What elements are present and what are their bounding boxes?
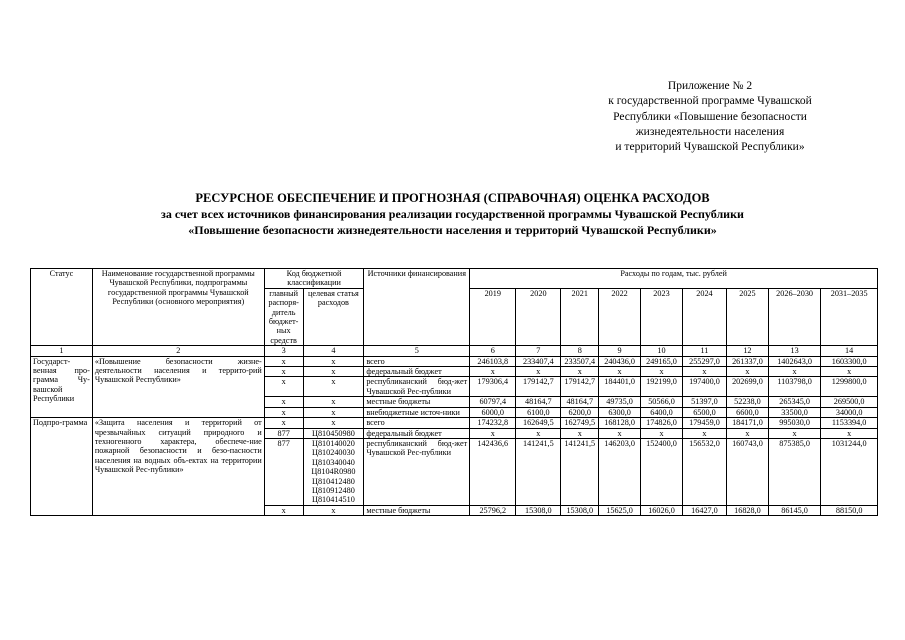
value-cell: x (470, 367, 516, 377)
value-cell: x (768, 367, 820, 377)
value-cell: x (516, 367, 561, 377)
grbs-cell: x (264, 377, 303, 397)
target-cell: x (303, 505, 364, 515)
header-year: 2031–2035 (821, 288, 878, 345)
value-cell: 184171,0 (726, 418, 768, 428)
value-cell: x (821, 428, 878, 438)
value-cell: 162649,5 (516, 418, 561, 428)
source-cell: всего (364, 418, 470, 428)
value-cell: 15308,0 (516, 505, 561, 515)
value-cell: 202699,0 (726, 377, 768, 397)
value-cell: 995030,0 (768, 418, 820, 428)
document-heading (0, 190, 905, 238)
value-cell: 156532,0 (682, 438, 726, 505)
value-cell: 1153394,0 (821, 418, 878, 428)
header-expenses: Расходы по годам, тыс. рублей (470, 269, 878, 289)
value-cell: 6400,0 (641, 407, 683, 417)
value-cell: 192199,0 (641, 377, 683, 397)
column-index: 2 (92, 346, 264, 356)
value-cell: 184401,0 (599, 377, 641, 397)
column-index: 12 (726, 346, 768, 356)
header-year: 2025 (726, 288, 768, 345)
target-cell: x (303, 397, 364, 407)
value-cell: x (641, 428, 683, 438)
value-cell: 6300,0 (599, 407, 641, 417)
grbs-cell: x (264, 418, 303, 428)
source-cell: федеральный бюджет (364, 428, 470, 438)
grbs-cell: x (264, 367, 303, 377)
value-cell: 34000,0 (821, 407, 878, 417)
value-cell: x (726, 428, 768, 438)
value-cell: x (561, 428, 599, 438)
value-cell: 179142,7 (516, 377, 561, 397)
value-cell: 141241,5 (561, 438, 599, 505)
value-cell: x (599, 428, 641, 438)
appendix-line: к государственной программе Чувашской (608, 95, 812, 108)
value-cell: x (599, 367, 641, 377)
value-cell: 265345,0 (768, 397, 820, 407)
source-cell: местные бюджеты (364, 505, 470, 515)
value-cell: 197400,0 (682, 377, 726, 397)
header-year: 2026–2030 (768, 288, 820, 345)
column-index: 13 (768, 346, 820, 356)
grbs-cell: x (264, 356, 303, 366)
status-cell: Государст-венная про-грамма Чу-вашской Республики (31, 356, 93, 417)
value-cell: 179306,4 (470, 377, 516, 397)
value-cell: 52238,0 (726, 397, 768, 407)
source-cell: внебюджетные источ-ники (364, 407, 470, 417)
column-index: 10 (641, 346, 683, 356)
header-target: целевая статья расходов (303, 288, 364, 345)
grbs-cell: x (264, 407, 303, 417)
value-cell: 33500,0 (768, 407, 820, 417)
appendix-line: жизнедеятельности населения (635, 125, 785, 138)
value-cell: 1103798,0 (768, 377, 820, 397)
value-cell: 162749,5 (561, 418, 599, 428)
value-cell: 179459,0 (682, 418, 726, 428)
appendix-line: Республики «Повышение безопасности (613, 110, 807, 123)
header-status: Статус (31, 269, 93, 346)
column-index: 14 (821, 346, 878, 356)
target-cell: x (303, 367, 364, 377)
resource-table (30, 268, 878, 516)
appendix-line: и территорий Чувашской Республики» (615, 141, 805, 154)
column-index: 11 (682, 346, 726, 356)
value-cell: 142436,6 (470, 438, 516, 505)
value-cell: 6000,0 (470, 407, 516, 417)
value-cell: 233507,4 (561, 356, 599, 366)
value-cell: 48164,7 (516, 397, 561, 407)
value-cell: 88150,0 (821, 505, 878, 515)
document-subtitle: за счет всех источников финансирования реализации государственной программы Чувашской Республики (161, 207, 744, 221)
grbs-cell: x (264, 397, 303, 407)
value-cell: 6600,0 (726, 407, 768, 417)
value-cell: 16427,0 (682, 505, 726, 515)
column-index: 7 (516, 346, 561, 356)
value-cell: 51397,0 (682, 397, 726, 407)
target-cell: x (303, 407, 364, 417)
grbs-cell: 877 (264, 438, 303, 505)
table-row (31, 356, 878, 366)
value-cell: 15308,0 (561, 505, 599, 515)
value-cell: 246103,8 (470, 356, 516, 366)
appendix-line: Приложение № 2 (667, 80, 753, 92)
value-cell: 255297,0 (682, 356, 726, 366)
value-cell: 261337,0 (726, 356, 768, 366)
grbs-cell: 877 (264, 428, 303, 438)
header-row (31, 269, 878, 289)
header-year: 2022 (599, 288, 641, 345)
header-year: 2024 (682, 288, 726, 345)
header-name: Наименование государственной программы Чувашской Республики, подпрограммы государственной программы Чувашской Республики (основного мероприятия) (92, 269, 264, 346)
value-cell: x (682, 367, 726, 377)
value-cell: 141241,5 (516, 438, 561, 505)
column-index-row (31, 346, 878, 356)
header-year: 2023 (641, 288, 683, 345)
column-index: 3 (264, 346, 303, 356)
value-cell: x (682, 428, 726, 438)
value-cell: 16828,0 (726, 505, 768, 515)
value-cell: 6500,0 (682, 407, 726, 417)
value-cell: 168128,0 (599, 418, 641, 428)
value-cell: 6100,0 (516, 407, 561, 417)
header-year: 2020 (516, 288, 561, 345)
header-sources: Источники финансирования (364, 269, 470, 346)
value-cell: x (821, 367, 878, 377)
source-cell: местные бюджеты (364, 397, 470, 407)
target-cell: x (303, 418, 364, 428)
target-cell: Ц810450980 (303, 428, 364, 438)
value-cell: 86145,0 (768, 505, 820, 515)
value-cell: 25796,2 (470, 505, 516, 515)
source-cell: республиканский бюд-жет Чувашской Рес-публики (364, 438, 470, 505)
column-index: 9 (599, 346, 641, 356)
value-cell: 240436,0 (599, 356, 641, 366)
column-index: 8 (561, 346, 599, 356)
source-cell: республиканский бюд-жет Чувашской Рес-публики (364, 377, 470, 397)
grbs-cell: x (264, 505, 303, 515)
header-code-group: Код бюджетной классификации (264, 269, 364, 289)
document-title: РЕСУРСНОЕ ОБЕСПЕЧЕНИЕ И ПРОГНОЗНАЯ (СПРАВОЧНАЯ) ОЦЕНКА РАСХОДОВ (195, 191, 710, 205)
program-name-cell: «Защита населения и территорий от чрезвычайных ситуаций природного и техногенного характера, обеспече-ние пожарной безопасности и безо-пасности населения на водных объ-ектах на территории Чувашской Рес-публики» (92, 418, 264, 516)
value-cell: x (516, 428, 561, 438)
value-cell: x (470, 428, 516, 438)
value-cell: x (641, 367, 683, 377)
column-index: 1 (31, 346, 93, 356)
value-cell: 146203,0 (599, 438, 641, 505)
value-cell: 160743,0 (726, 438, 768, 505)
value-cell: 1603300,0 (821, 356, 878, 366)
value-cell: 48164,7 (561, 397, 599, 407)
value-cell: 174826,0 (641, 418, 683, 428)
value-cell: 875385,0 (768, 438, 820, 505)
value-cell: 15625,0 (599, 505, 641, 515)
target-cell: x (303, 377, 364, 397)
value-cell: 249165,0 (641, 356, 683, 366)
program-name-cell: «Повышение безопасности жизне-деятельности населения и террито-рий Чувашской Республики» (92, 356, 264, 417)
value-cell: 49735,0 (599, 397, 641, 407)
table-row (31, 418, 878, 428)
source-cell: всего (364, 356, 470, 366)
value-cell: 60797,4 (470, 397, 516, 407)
value-cell: x (726, 367, 768, 377)
value-cell: 6200,0 (561, 407, 599, 417)
value-cell: x (768, 428, 820, 438)
source-cell: федеральный бюджет (364, 367, 470, 377)
header-grbs: главный распоря-дитель бюджет-ных средств (264, 288, 303, 345)
value-cell: 16026,0 (641, 505, 683, 515)
value-cell: 1031244,0 (821, 438, 878, 505)
header-year: 2021 (561, 288, 599, 345)
value-cell: 1299800,0 (821, 377, 878, 397)
column-index: 6 (470, 346, 516, 356)
value-cell: 152400,0 (641, 438, 683, 505)
value-cell: 179142,7 (561, 377, 599, 397)
value-cell: 1402643,0 (768, 356, 820, 366)
value-cell: 233407,4 (516, 356, 561, 366)
program-name: «Повышение безопасности жизнедеятельности населения и территорий Чувашской Республики» (188, 223, 717, 237)
value-cell: 174232,8 (470, 418, 516, 428)
target-cell: x (303, 356, 364, 366)
value-cell: 269500,0 (821, 397, 878, 407)
column-index: 4 (303, 346, 364, 356)
appendix-note (560, 79, 860, 155)
status-cell: Подпро-грамма (31, 418, 93, 516)
column-index: 5 (364, 346, 470, 356)
value-cell: x (561, 367, 599, 377)
value-cell: 50566,0 (641, 397, 683, 407)
header-year: 2019 (470, 288, 516, 345)
target-cell: Ц810140020 Ц810240030 Ц810340040 Ц8104R0980 Ц810412480 Ц810912480 Ц810414510 (303, 438, 364, 505)
